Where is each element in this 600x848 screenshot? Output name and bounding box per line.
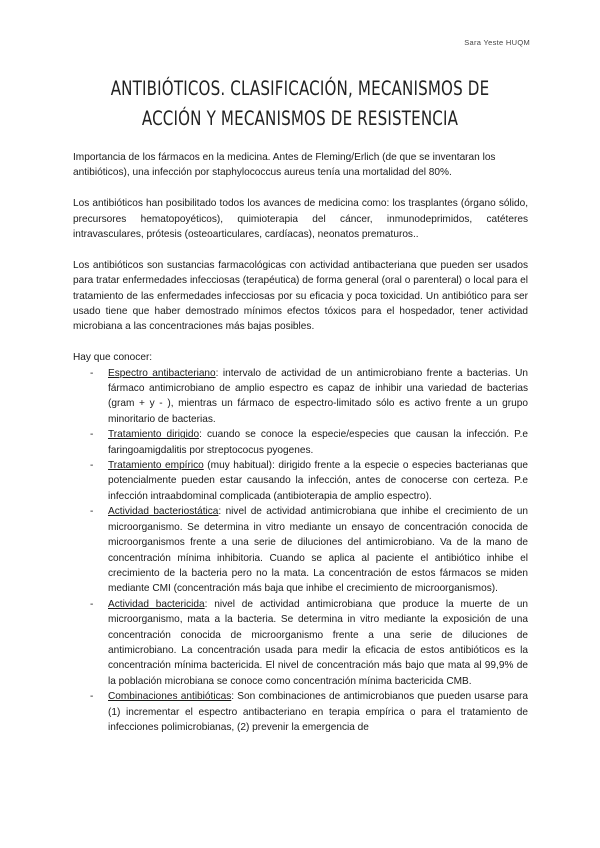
bullet-dash: - — [90, 460, 94, 472]
bullet-dash: - — [90, 506, 94, 518]
term-directed-treatment: Tratamiento dirigido — [108, 429, 200, 441]
term-bacteriostatic: Actividad bacteriostática — [108, 506, 219, 518]
bullet-dash: - — [90, 367, 94, 379]
list-item — [90, 597, 529, 689]
author-header: Sara Yeste HUQM — [464, 38, 530, 47]
document-body — [73, 150, 528, 735]
term-spectrum: Espectro antibacteriano — [108, 367, 216, 379]
item-text: : intervalo de actividad de un antimicrobiano frente a bacterias. Un fármaco antimicrobiano de amplio espectro es capaz de inhibir una variedad de bacterias (gram + y - ), mientras un fármaco de espectro-limitado sólo es activo frente a un grupo minoritario de bacterias. — [108, 367, 528, 425]
item-text: : nivel de actividad antimicrobiana que inhibe el crecimiento de un microorganismo. Se determina in vitro mediante un ensayo de concentración conocida de microorganismos frente a una serie de diluciones del antimicrobiano. Va de la mano de concentración mínima inhibitoria. Cuando se aplica al paciente el antibiótico inhibe el crecimiento de la bacteria pero no la mata. La concentración de estos fármacos se miden mediante CMI (concentración más baja que inhibe el crecimiento de microorganismos). — [108, 506, 529, 595]
list-item — [90, 504, 529, 596]
concepts-list — [73, 366, 528, 736]
term-empirical-treatment: Tratamiento empírico — [108, 460, 204, 472]
term-combinations: Combinaciones antibióticas — [108, 691, 232, 703]
list-item — [90, 427, 529, 458]
list-item — [90, 458, 528, 504]
paragraph-importance: Importancia de los fármacos en la medicina. Antes de Fleming/Erlich (de que se inventaran los antibióticos), una infección por staphylococcus aureus tenía una mortalidad del 80%. — [73, 152, 496, 179]
bullet-dash: - — [90, 429, 94, 441]
bullet-dash: - — [90, 691, 94, 703]
document-title: ANTIBIÓTICOS. CLASIFICACIÓN, MECANISMOS DE ACCIÓN Y MECANISMOS DE RESISTENCIA — [110, 77, 490, 130]
list-heading: Hay que conocer: — [73, 352, 153, 364]
paragraph-definition: Los antibióticos son sustancias farmacológicas con actividad antibacteriana que pueden ser usados para tratar enfermedades infecciosas (terapéutica) de forma general (oral o parenteral) o local para el tratamiento de las enfermedades infecciosas por su eficacia y poca toxicidad. Un antibiótico para ser usado tiene que haber demostrado mínimos efectos tóxicos para el hospedador, tener actividad microbiana a las concentraciones más bajas posibles. — [73, 259, 528, 333]
item-text: (muy habitual): dirigido frente a la especie o especies bacterianas que potencialmente pueden estar causando la infección, antes de conocerse con certeza. P.e infección intraabdominal complicada (antibioterapia de amplio espectro). — [108, 460, 528, 502]
bullet-dash: - — [90, 598, 94, 610]
item-text: : Son combinaciones de antimicrobianos que pueden usarse para (1) incrementar el espectro antibacteriano en terapia empírica o para el tratamiento de infecciones polimicrobianas, (2) prevenir la emergencia de — [108, 691, 528, 733]
list-item — [90, 689, 528, 735]
paragraph-advances: Los antibióticos han posibilitado todos los avances de medicina como: los trasplantes (órgano sólido, precursores hematopoyéticos), quimioterapia del cáncer, inmunodeprimidos, catéteres intravasculares, prótesis (osteoarticulares, cardíacas), neonatos prematuros.. — [73, 198, 528, 241]
item-text: : cuando se conoce la especie/especies que causan la infección. P.e faringoamigdalitis por streptococus pyogenes. — [108, 429, 529, 456]
item-text: : nivel de actividad antimicrobiana que produce la muerte de un microorganismo, mata a la bacteria. Se determina in vitro mediante la exposición de una concentración conocida de microorganismo frente a una serie de diluciones de antimicrobiano. La concentración usada para medir la eficacia de estos antibióticos es la concentración mínima bactericida. El nivel de concentración más bajo que mata al 99,9% de la población microbiana se conoce como concentración mínima bactericida CMB. — [108, 598, 529, 687]
list-item — [90, 366, 528, 428]
term-bactericidal: Actividad bactericida — [108, 598, 205, 610]
